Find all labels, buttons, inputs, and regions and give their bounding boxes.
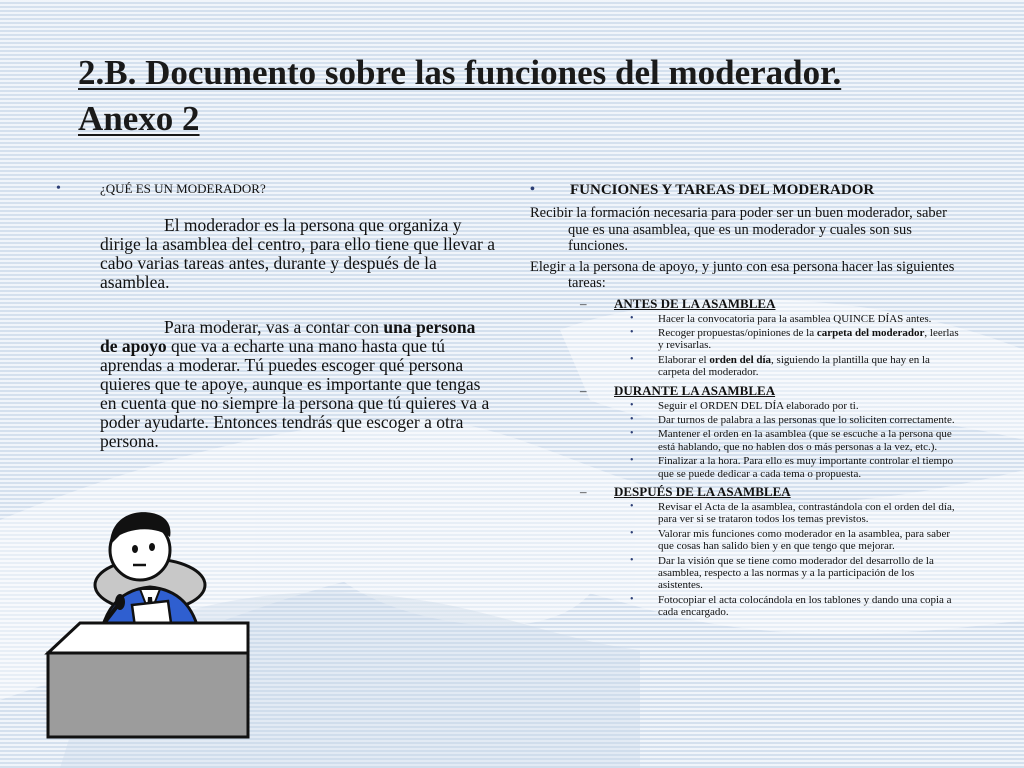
list-item [630, 354, 970, 379]
item-text-end: , siguiendo la plantilla que hay en la carpeta del moderador. [658, 353, 930, 379]
moderator-definition-section [56, 180, 496, 451]
section-title: DURANTE LA ASAMBLEA [614, 382, 776, 398]
support-person-highlight: una persona de apoyo [100, 317, 476, 356]
person-head-icon [110, 512, 170, 580]
item-bold-text: orden del día [709, 353, 772, 366]
bullet-icon: • [630, 527, 634, 539]
training-paragraph: Recibir la formación necesaria para poder ser un buen moderador, saber que es una asamblea, que es un moderador y cuales son sus funciones. [530, 205, 947, 254]
desk-icon [48, 623, 248, 737]
bullet-icon: • [530, 182, 535, 197]
bullet-icon: • [630, 428, 634, 440]
list-item [630, 400, 970, 412]
list-item [630, 428, 970, 453]
section-title: ANTES DE LA ASAMBLEA [614, 295, 776, 311]
item-text: Recoger propuestas/opiniones de la [658, 326, 817, 339]
title-line-1: 2.B. Documento sobre las funciones del moderador. [78, 53, 842, 92]
bullet-icon: • [630, 399, 634, 411]
functions-heading: FUNCIONES Y TAREAS DEL MODERADOR [570, 182, 875, 198]
list-item [630, 414, 970, 426]
definition-paragraph: El moderador es la persona que organiza y dirige la asamblea del centro, para ello tiene que llevar a cabo varias tareas antes, durante y después de la asamblea. [100, 215, 496, 292]
bullet-icon: • [630, 312, 634, 324]
title-line-2: Anexo 2 [78, 99, 200, 138]
support-tasks-paragraph: Elegir a la persona de apoyo, y junto con esa persona hacer las siguientes tareas: [530, 258, 955, 291]
item-text: Revisar el Acta de la asamblea, contrastándola con el orden del día, para ver si se trataron todos los temas previstos. [658, 500, 955, 526]
bullet-icon: • [56, 181, 61, 196]
page-title [78, 50, 978, 142]
bullet-icon: • [630, 353, 634, 365]
item-text-end: , leerlas y revisarlas. [658, 326, 959, 352]
item-text: Valorar mis funciones como moderador en la asamblea, para saber que cosas han salido bien y en que tengo que mejorar. [658, 527, 950, 553]
support-text-start: Para moderar, vas a contar con [164, 317, 384, 337]
item-text: Mantener el orden en la asamblea (que se escuche a la persona que está hablando, que no hablen dos o más personas a la vez, etc.). [658, 428, 952, 453]
question-heading: ¿QUÉ ES UN MODERADOR? [100, 181, 266, 196]
dash-icon: – [580, 483, 587, 499]
list-item [630, 528, 970, 553]
item-text: Fotocopiar el acta colocándola en los tablones y dando una copia a cada encargado. [658, 593, 952, 619]
section-before [530, 296, 970, 379]
bullet-icon: • [630, 500, 634, 512]
bullet-icon: • [630, 593, 634, 605]
bullet-icon: • [630, 326, 634, 338]
list-item [630, 455, 970, 480]
list-item [630, 594, 970, 619]
list-item [630, 327, 970, 352]
moderator-functions-section [530, 181, 970, 619]
item-text: Dar turnos de palabra a las personas que lo soliciten correctamente. [658, 413, 955, 426]
support-text-end: que va a echarte una mano hasta que tú aprendas a moderar. Tú puedes escoger qué persona quieres que te apoye, aunque es importante que tengas en cuenta que no siempre la persona que tú quieres va a poder ayudarte. Entonces tendrás que escoger a otra persona. [100, 336, 490, 451]
list-item [630, 313, 970, 325]
section-during [530, 383, 970, 480]
dash-icon: – [580, 382, 587, 398]
section-title: DESPUÉS DE LA ASAMBLEA [614, 483, 791, 499]
section-after [530, 484, 970, 619]
moderator-at-desk-illustration [40, 505, 255, 745]
item-text: Dar la visión que se tiene como moderador del desarrollo de la asamblea, respecto a las normas y a la participación de los asistentes. [658, 554, 934, 592]
item-bold-text: carpeta del moderador [816, 326, 925, 339]
item-text: Finalizar a la hora. Para ello es muy importante controlar el tiempo que se puede dedicar a cada tema o propuesta. [658, 455, 954, 480]
support-person-paragraph [100, 318, 496, 451]
item-text: Hacer la convocatoria para la asamblea QUINCE DÍAS antes. [658, 312, 932, 325]
dash-icon: – [580, 295, 587, 311]
list-item [630, 555, 970, 592]
item-text: Seguir el ORDEN DEL DÍA elaborado por ti. [658, 399, 859, 412]
bullet-icon: • [630, 554, 634, 566]
bullet-icon: • [630, 455, 634, 467]
item-text: Elaborar el [658, 353, 710, 366]
bullet-icon: • [630, 413, 634, 425]
list-item [630, 501, 970, 526]
